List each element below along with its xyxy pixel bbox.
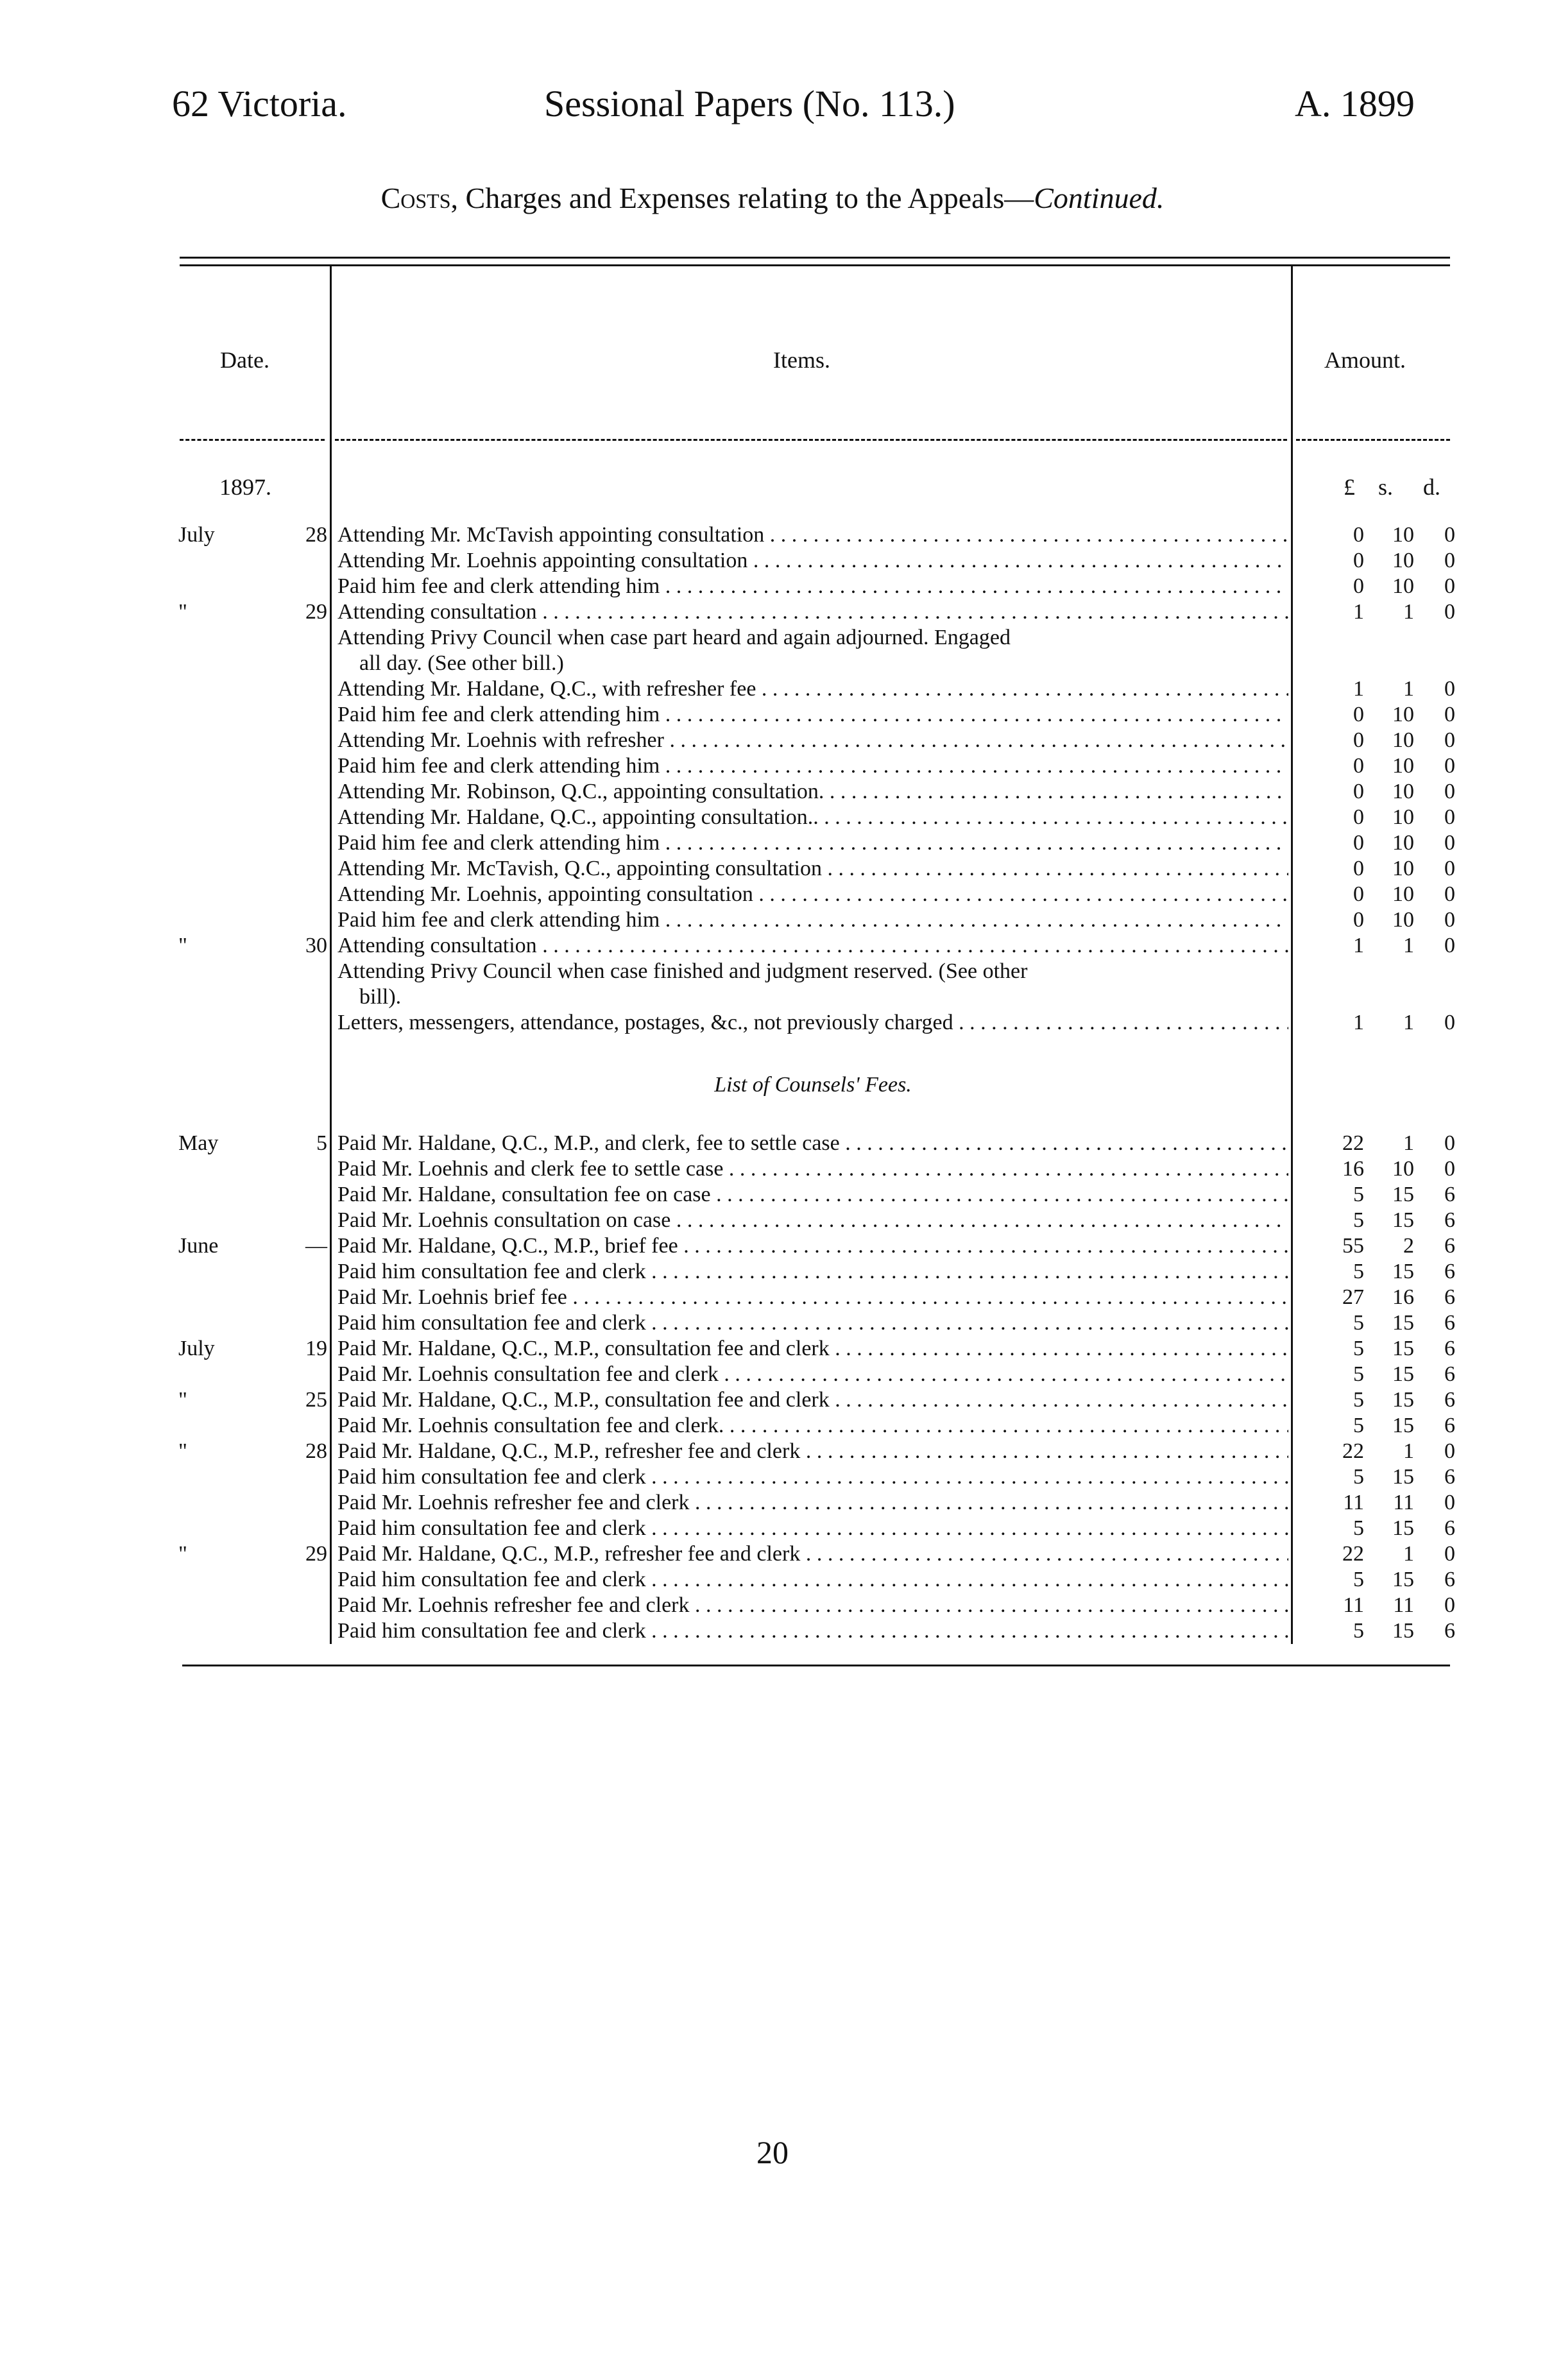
row-amount-pounds: 0 [1353, 728, 1364, 752]
row-amount-pounds: 5 [1353, 1362, 1364, 1386]
row-amount-pence: 0 [1444, 677, 1455, 701]
row-item-text: Attending consultation [337, 934, 537, 957]
row-amount-shillings: 1 [1403, 677, 1414, 701]
row-amount-shillings: 15 [1392, 1619, 1414, 1643]
row-amount-pence: 0 [1444, 780, 1455, 803]
row-item-text: Paid Mr. Haldane, Q.C., M.P., and clerk, fee to settle case [337, 1131, 840, 1155]
page-number: 20 [756, 2134, 789, 2170]
row-item-text: Paid him consultation fee and clerk [337, 1465, 646, 1489]
table-row [0, 1516, 1545, 1541]
row-amount-pounds: 5 [1353, 1465, 1364, 1489]
table-row [0, 1567, 1545, 1593]
row-item-text: Paid him fee and clerk attending him [337, 908, 660, 932]
row-dot-leader [747, 549, 1288, 572]
row-amount-pounds: 22 [1342, 1439, 1364, 1463]
row-dot-leader [646, 1619, 1288, 1643]
table-row [0, 676, 1545, 702]
row-amount-shillings: 1 [1403, 934, 1414, 957]
row-amount-pounds: 5 [1353, 1414, 1364, 1437]
row-amount-pounds: 1 [1353, 934, 1364, 957]
row-amount-pence: 0 [1444, 934, 1455, 957]
row-amount-pounds: 5 [1353, 1183, 1364, 1206]
row-amount-pounds: 55 [1342, 1234, 1364, 1258]
table-row [0, 1285, 1545, 1310]
row-dot-leader [646, 1260, 1288, 1283]
row-item-text: Paid Mr. Haldane, Q.C., M.P., brief fee [337, 1234, 678, 1258]
row-dot-leader [724, 1414, 1288, 1437]
row-amount-pounds: 1 [1353, 600, 1364, 624]
row-dot-leader [711, 1183, 1288, 1206]
row-item [337, 1464, 1288, 1490]
column-header-amount: Amount. [1324, 347, 1406, 373]
row-dot-leader [819, 805, 1288, 829]
row-amount-pounds: 1 [1353, 677, 1364, 701]
row-item-text: Attending Mr. Haldane, Q.C., with refresher fee [337, 677, 756, 701]
row-amount-pounds: 16 [1342, 1157, 1364, 1181]
row-month: " [178, 934, 187, 957]
table-row [0, 728, 1545, 753]
row-item-text: Paid Mr. Haldane, Q.C., M.P., refresher fee and clerk [337, 1439, 801, 1463]
row-item-text: Paid Mr. Haldane, consultation fee on case [337, 1183, 711, 1206]
header-center: Sessional Papers (No. 113.) [544, 83, 955, 124]
row-item-text: Paid Mr. Loehnis consultation fee and clerk [337, 1362, 719, 1386]
row-amount-pounds: 5 [1353, 1516, 1364, 1540]
row-item [337, 1131, 1288, 1156]
table-row [0, 1182, 1545, 1208]
row-amount-pence: 0 [1444, 1011, 1455, 1034]
row-amount-pounds: 5 [1353, 1619, 1364, 1643]
row-dot-leader [764, 523, 1288, 547]
row-item-text: Letters, messengers, attendance, postages, &c., not previously charged [337, 1011, 953, 1034]
row-amount-pence: 0 [1444, 1131, 1455, 1155]
header-left: 62 Victoria. [172, 83, 347, 124]
table-row [0, 1362, 1545, 1387]
row-item [337, 933, 1288, 959]
row-item-text: Paid him consultation fee and clerk [337, 1516, 646, 1540]
row-item-text: Paid him consultation fee and clerk [337, 1619, 646, 1643]
row-amount-pounds: 5 [1353, 1208, 1364, 1232]
row-dot-leader [660, 908, 1288, 932]
row-item [337, 1490, 1288, 1516]
row-item [337, 959, 1288, 984]
row-amount-shillings: 11 [1393, 1593, 1414, 1617]
title-rest: , Charges and Expenses relating to the Appeals— [450, 182, 1034, 214]
table-row [0, 882, 1545, 907]
row-item-continuation: all day. (See other bill.) [359, 651, 564, 675]
row-month: June [178, 1234, 219, 1258]
row-amount-pounds: 0 [1353, 805, 1364, 829]
table-row [0, 1336, 1545, 1362]
row-amount-pence: 0 [1444, 600, 1455, 624]
row-amount-pence: 0 [1444, 882, 1455, 906]
table-row [0, 574, 1545, 599]
row-item [337, 882, 1288, 907]
row-day: — [305, 1234, 327, 1258]
row-item-text: Paid Mr. Haldane, Q.C., M.P., consultation fee and clerk [337, 1337, 830, 1360]
row-item-text: Attending Privy Council when case part heard and again adjourned. Engaged [337, 626, 1011, 649]
row-month: May [178, 1131, 219, 1155]
row-item [337, 1336, 1288, 1362]
row-amount-pence: 0 [1444, 754, 1455, 778]
row-amount-pence: 0 [1444, 549, 1455, 572]
row-amount-shillings: 10 [1392, 523, 1414, 547]
row-item-continuation: bill). [359, 985, 402, 1009]
row-amount-shillings: 10 [1392, 805, 1414, 829]
row-item [337, 1010, 1288, 1036]
row-amount-shillings: 15 [1392, 1516, 1414, 1540]
row-item-text: Attending Mr. Robinson, Q.C., appointing consultation. [337, 780, 824, 803]
row-amount-pence: 6 [1444, 1516, 1455, 1540]
row-amount-pounds: 5 [1353, 1260, 1364, 1283]
row-item-text: Attending Mr. Haldane, Q.C., appointing consultation.. [337, 805, 819, 829]
row-dot-leader [756, 677, 1288, 701]
table-bottom-rule [182, 1665, 1450, 1666]
row-item-text: Paid him fee and clerk attending him [337, 831, 660, 855]
row-item-text: Paid Mr. Haldane, Q.C., M.P., consultation fee and clerk [337, 1388, 830, 1412]
row-item-text: Paid him fee and clerk attending him [337, 754, 660, 778]
row-dot-leader [678, 1234, 1288, 1258]
row-amount-shillings: 1 [1403, 600, 1414, 624]
row-amount-pounds: 0 [1353, 523, 1364, 547]
table-row [0, 1208, 1545, 1233]
row-amount-pence: 6 [1444, 1388, 1455, 1412]
table-row [0, 779, 1545, 805]
row-amount-pence: 0 [1444, 831, 1455, 855]
row-month: July [178, 523, 215, 547]
row-item-text: Attending Mr. McTavish appointing consultation [337, 523, 765, 547]
row-amount-shillings: 10 [1392, 882, 1414, 906]
row-item-text: Paid Mr. Loehnis consultation on case [337, 1208, 671, 1232]
row-amount-pounds: 0 [1353, 549, 1364, 572]
row-amount-pounds: 0 [1353, 780, 1364, 803]
table-row [0, 1156, 1545, 1182]
row-item [337, 1516, 1288, 1541]
row-dot-leader [719, 1362, 1288, 1386]
row-dot-leader [670, 1208, 1288, 1232]
row-item [337, 753, 1288, 779]
row-amount-shillings: 15 [1392, 1260, 1414, 1283]
row-month: " [178, 600, 187, 624]
table-row [0, 1259, 1545, 1285]
row-dot-leader [723, 1157, 1288, 1181]
row-day: 28 [305, 1439, 327, 1463]
row-dot-leader [660, 831, 1288, 855]
row-amount-pounds: 5 [1353, 1337, 1364, 1360]
row-item-text: Paid him fee and clerk attending him [337, 703, 660, 726]
row-item-text: Paid Mr. Loehnis consultation fee and clerk. [337, 1414, 724, 1437]
row-item [337, 805, 1288, 830]
row-dot-leader [830, 1388, 1288, 1412]
unit-pounds: £ [1344, 474, 1355, 500]
row-dot-leader [646, 1465, 1288, 1489]
row-amount-shillings: 1 [1403, 1439, 1414, 1463]
row-day: 25 [305, 1388, 327, 1412]
row-dot-leader [953, 1011, 1288, 1034]
table-row [0, 651, 1545, 676]
row-item [337, 1567, 1288, 1593]
row-amount-pence: 6 [1444, 1619, 1455, 1643]
row-item [337, 1182, 1288, 1208]
column-header-items: Items. [773, 347, 830, 373]
row-dot-leader [646, 1516, 1288, 1540]
row-dot-leader [646, 1311, 1288, 1335]
row-dot-leader [822, 857, 1288, 880]
row-item [337, 1285, 1288, 1310]
row-item [337, 1156, 1288, 1182]
row-month: " [178, 1439, 187, 1463]
row-amount-shillings: 15 [1392, 1465, 1414, 1489]
unit-shillings: s. [1378, 474, 1394, 500]
table-row [0, 933, 1545, 959]
row-dot-leader [660, 703, 1288, 726]
row-item [337, 1618, 1288, 1644]
table-row [0, 1413, 1545, 1439]
row-amount-shillings: 1 [1403, 1131, 1414, 1155]
row-item [337, 728, 1288, 753]
table-row [0, 830, 1545, 856]
row-item-text: Paid Mr. Loehnis refresher fee and clerk [337, 1593, 690, 1617]
table-row [0, 959, 1545, 984]
row-dot-leader [567, 1285, 1288, 1309]
row-amount-shillings: 1 [1403, 1542, 1414, 1566]
row-item-text: Paid Mr. Loehnis refresher fee and clerk [337, 1491, 690, 1514]
row-dot-leader [800, 1439, 1288, 1463]
row-amount-pence: 6 [1444, 1311, 1455, 1335]
table-row [0, 805, 1545, 830]
row-amount-pounds: 27 [1342, 1285, 1364, 1309]
row-item [337, 574, 1288, 599]
table-row [0, 856, 1545, 882]
row-amount-pence: 6 [1444, 1285, 1455, 1309]
table-row [0, 1310, 1545, 1336]
row-item [337, 702, 1288, 728]
row-dot-leader [690, 1593, 1289, 1617]
unit-pence: d. [1423, 474, 1440, 500]
row-item [337, 1541, 1288, 1567]
row-month: " [178, 1388, 187, 1412]
table-row [0, 1233, 1545, 1259]
table-row [0, 907, 1545, 933]
row-amount-pence: 0 [1444, 1542, 1455, 1566]
row-item [337, 856, 1288, 882]
row-item [337, 1439, 1288, 1464]
row-amount-shillings: 15 [1392, 1311, 1414, 1335]
row-item [337, 830, 1288, 856]
row-item-text: Paid him consultation fee and clerk [337, 1311, 646, 1335]
section-title-counsels-fees: List of Counsels' Fees. [714, 1073, 912, 1097]
row-dot-leader [830, 1337, 1288, 1360]
row-amount-pence: 6 [1444, 1568, 1455, 1591]
row-amount-pence: 6 [1444, 1208, 1455, 1232]
table-row [0, 522, 1545, 548]
row-day: 19 [305, 1337, 327, 1360]
row-amount-shillings: 15 [1392, 1208, 1414, 1232]
row-amount-shillings: 10 [1392, 780, 1414, 803]
row-amount-pounds: 5 [1353, 1388, 1364, 1412]
table-row [0, 1490, 1545, 1516]
row-amount-shillings: 10 [1392, 908, 1414, 932]
row-dot-leader [660, 754, 1288, 778]
row-amount-pence: 6 [1444, 1260, 1455, 1283]
row-amount-shillings: 15 [1392, 1388, 1414, 1412]
title-continued: Continued. [1034, 182, 1165, 214]
row-amount-pence: 0 [1444, 908, 1455, 932]
row-amount-pounds: 5 [1353, 1311, 1364, 1335]
row-amount-shillings: 10 [1392, 703, 1414, 726]
table-row [0, 625, 1545, 651]
table-row [0, 702, 1545, 728]
table-row [0, 1593, 1545, 1618]
row-amount-pence: 0 [1444, 1157, 1455, 1181]
row-amount-shillings: 10 [1392, 728, 1414, 752]
row-item [337, 1413, 1288, 1439]
row-amount-pounds: 1 [1353, 1011, 1364, 1034]
row-item-text: Paid Mr. Loehnis brief fee [337, 1285, 567, 1309]
row-item [337, 1310, 1288, 1336]
row-item-text: Attending Mr. Loehnis with refresher [337, 728, 664, 752]
row-dot-leader [537, 600, 1288, 624]
table-row [0, 1010, 1545, 1036]
row-item [337, 625, 1288, 651]
row-amount-pounds: 11 [1343, 1593, 1364, 1617]
row-dot-leader [646, 1568, 1288, 1591]
row-amount-pounds: 0 [1353, 831, 1364, 855]
row-amount-pence: 0 [1444, 574, 1455, 598]
row-amount-pounds: 22 [1342, 1131, 1364, 1155]
row-item [337, 1233, 1288, 1259]
row-amount-pence: 0 [1444, 857, 1455, 880]
row-item [337, 599, 1288, 625]
row-amount-shillings: 10 [1392, 549, 1414, 572]
row-amount-shillings: 2 [1403, 1234, 1414, 1258]
row-amount-pence: 6 [1444, 1414, 1455, 1437]
row-item-text: Paid him consultation fee and clerk [337, 1568, 646, 1591]
row-amount-pounds: 5 [1353, 1568, 1364, 1591]
row-amount-shillings: 10 [1392, 857, 1414, 880]
row-day: 5 [316, 1131, 327, 1155]
row-item [337, 1259, 1288, 1285]
table-row [0, 753, 1545, 779]
row-amount-pounds: 0 [1353, 908, 1364, 932]
row-item-text: Paid Mr. Loehnis and clerk fee to settle case [337, 1157, 724, 1181]
row-item [337, 676, 1288, 702]
row-item [337, 1387, 1288, 1413]
row-day: 29 [305, 1542, 327, 1566]
row-item [337, 1362, 1288, 1387]
row-amount-pence: 0 [1444, 1439, 1455, 1463]
row-item-text: Attending Mr. Loehnis, appointing consultation [337, 882, 753, 906]
row-item-text: Paid him consultation fee and clerk [337, 1260, 646, 1283]
row-item-text: Attending consultation [337, 600, 537, 624]
table-row [0, 1618, 1545, 1644]
row-dot-leader [664, 728, 1288, 752]
row-amount-shillings: 15 [1392, 1414, 1414, 1437]
table-row [0, 548, 1545, 574]
row-dot-leader [537, 934, 1288, 957]
row-item-text: Attending Mr. Loehnis appointing consultation [337, 549, 748, 572]
row-item-text: Paid him fee and clerk attending him [337, 574, 660, 598]
row-amount-pence: 6 [1444, 1362, 1455, 1386]
row-day: 29 [305, 600, 327, 624]
title-costs: Costs [380, 182, 451, 214]
row-day: 28 [305, 523, 327, 547]
row-item [337, 779, 1288, 805]
row-month: July [178, 1337, 215, 1360]
row-amount-pence: 6 [1444, 1234, 1455, 1258]
row-amount-pence: 6 [1444, 1337, 1455, 1360]
row-amount-pounds: 0 [1353, 882, 1364, 906]
row-amount-pounds: 22 [1342, 1542, 1364, 1566]
row-amount-pounds: 0 [1353, 857, 1364, 880]
row-amount-pence: 0 [1444, 523, 1455, 547]
table-row [0, 1131, 1545, 1156]
row-amount-pence: 6 [1444, 1183, 1455, 1206]
row-amount-pence: 0 [1444, 805, 1455, 829]
row-day: 30 [305, 934, 327, 957]
row-amount-shillings: 10 [1392, 574, 1414, 598]
row-amount-shillings: 1 [1403, 1011, 1414, 1034]
row-amount-pounds: 11 [1343, 1491, 1364, 1514]
row-amount-pence: 0 [1444, 1491, 1455, 1514]
row-amount-shillings: 11 [1393, 1491, 1414, 1514]
row-item-text: Paid Mr. Haldane, Q.C., M.P., refresher fee and clerk [337, 1542, 801, 1566]
table-row [0, 1439, 1545, 1464]
column-header-date: Date. [220, 347, 269, 373]
row-amount-shillings: 10 [1392, 1157, 1414, 1181]
row-item [337, 548, 1288, 574]
row-amount-pounds: 0 [1353, 703, 1364, 726]
row-amount-shillings: 10 [1392, 831, 1414, 855]
row-amount-shillings: 15 [1392, 1568, 1414, 1591]
row-amount-shillings: 16 [1392, 1285, 1414, 1309]
row-amount-pence: 0 [1444, 1593, 1455, 1617]
row-amount-pence: 0 [1444, 703, 1455, 726]
row-item-text: Attending Mr. McTavish, Q.C., appointing consultation [337, 857, 823, 880]
row-amount-shillings: 15 [1392, 1337, 1414, 1360]
row-dot-leader [824, 780, 1288, 803]
row-month: " [178, 1542, 187, 1566]
row-dot-leader [800, 1542, 1288, 1566]
row-dot-leader [660, 574, 1288, 598]
row-amount-pounds: 0 [1353, 574, 1364, 598]
table-row [0, 599, 1545, 625]
row-item [337, 907, 1288, 933]
table-row [0, 1541, 1545, 1567]
row-amount-pence: 0 [1444, 728, 1455, 752]
row-amount-pounds: 0 [1353, 754, 1364, 778]
table-row [0, 1464, 1545, 1490]
row-item [337, 522, 1288, 548]
row-item [337, 1208, 1288, 1233]
row-item [337, 1593, 1288, 1618]
row-amount-pence: 6 [1444, 1465, 1455, 1489]
table-row [0, 984, 1545, 1010]
row-amount-shillings: 15 [1392, 1183, 1414, 1206]
row-dot-leader [753, 882, 1288, 906]
row-dot-leader [840, 1131, 1288, 1155]
row-amount-shillings: 10 [1392, 754, 1414, 778]
header-right: A. 1899 [1295, 83, 1415, 124]
row-dot-leader [690, 1491, 1289, 1514]
row-amount-shillings: 15 [1392, 1362, 1414, 1386]
year-label: 1897. [219, 474, 271, 500]
table-row [0, 1387, 1545, 1413]
row-item-text: Attending Privy Council when case finished and judgment reserved. (See other [337, 959, 1028, 983]
